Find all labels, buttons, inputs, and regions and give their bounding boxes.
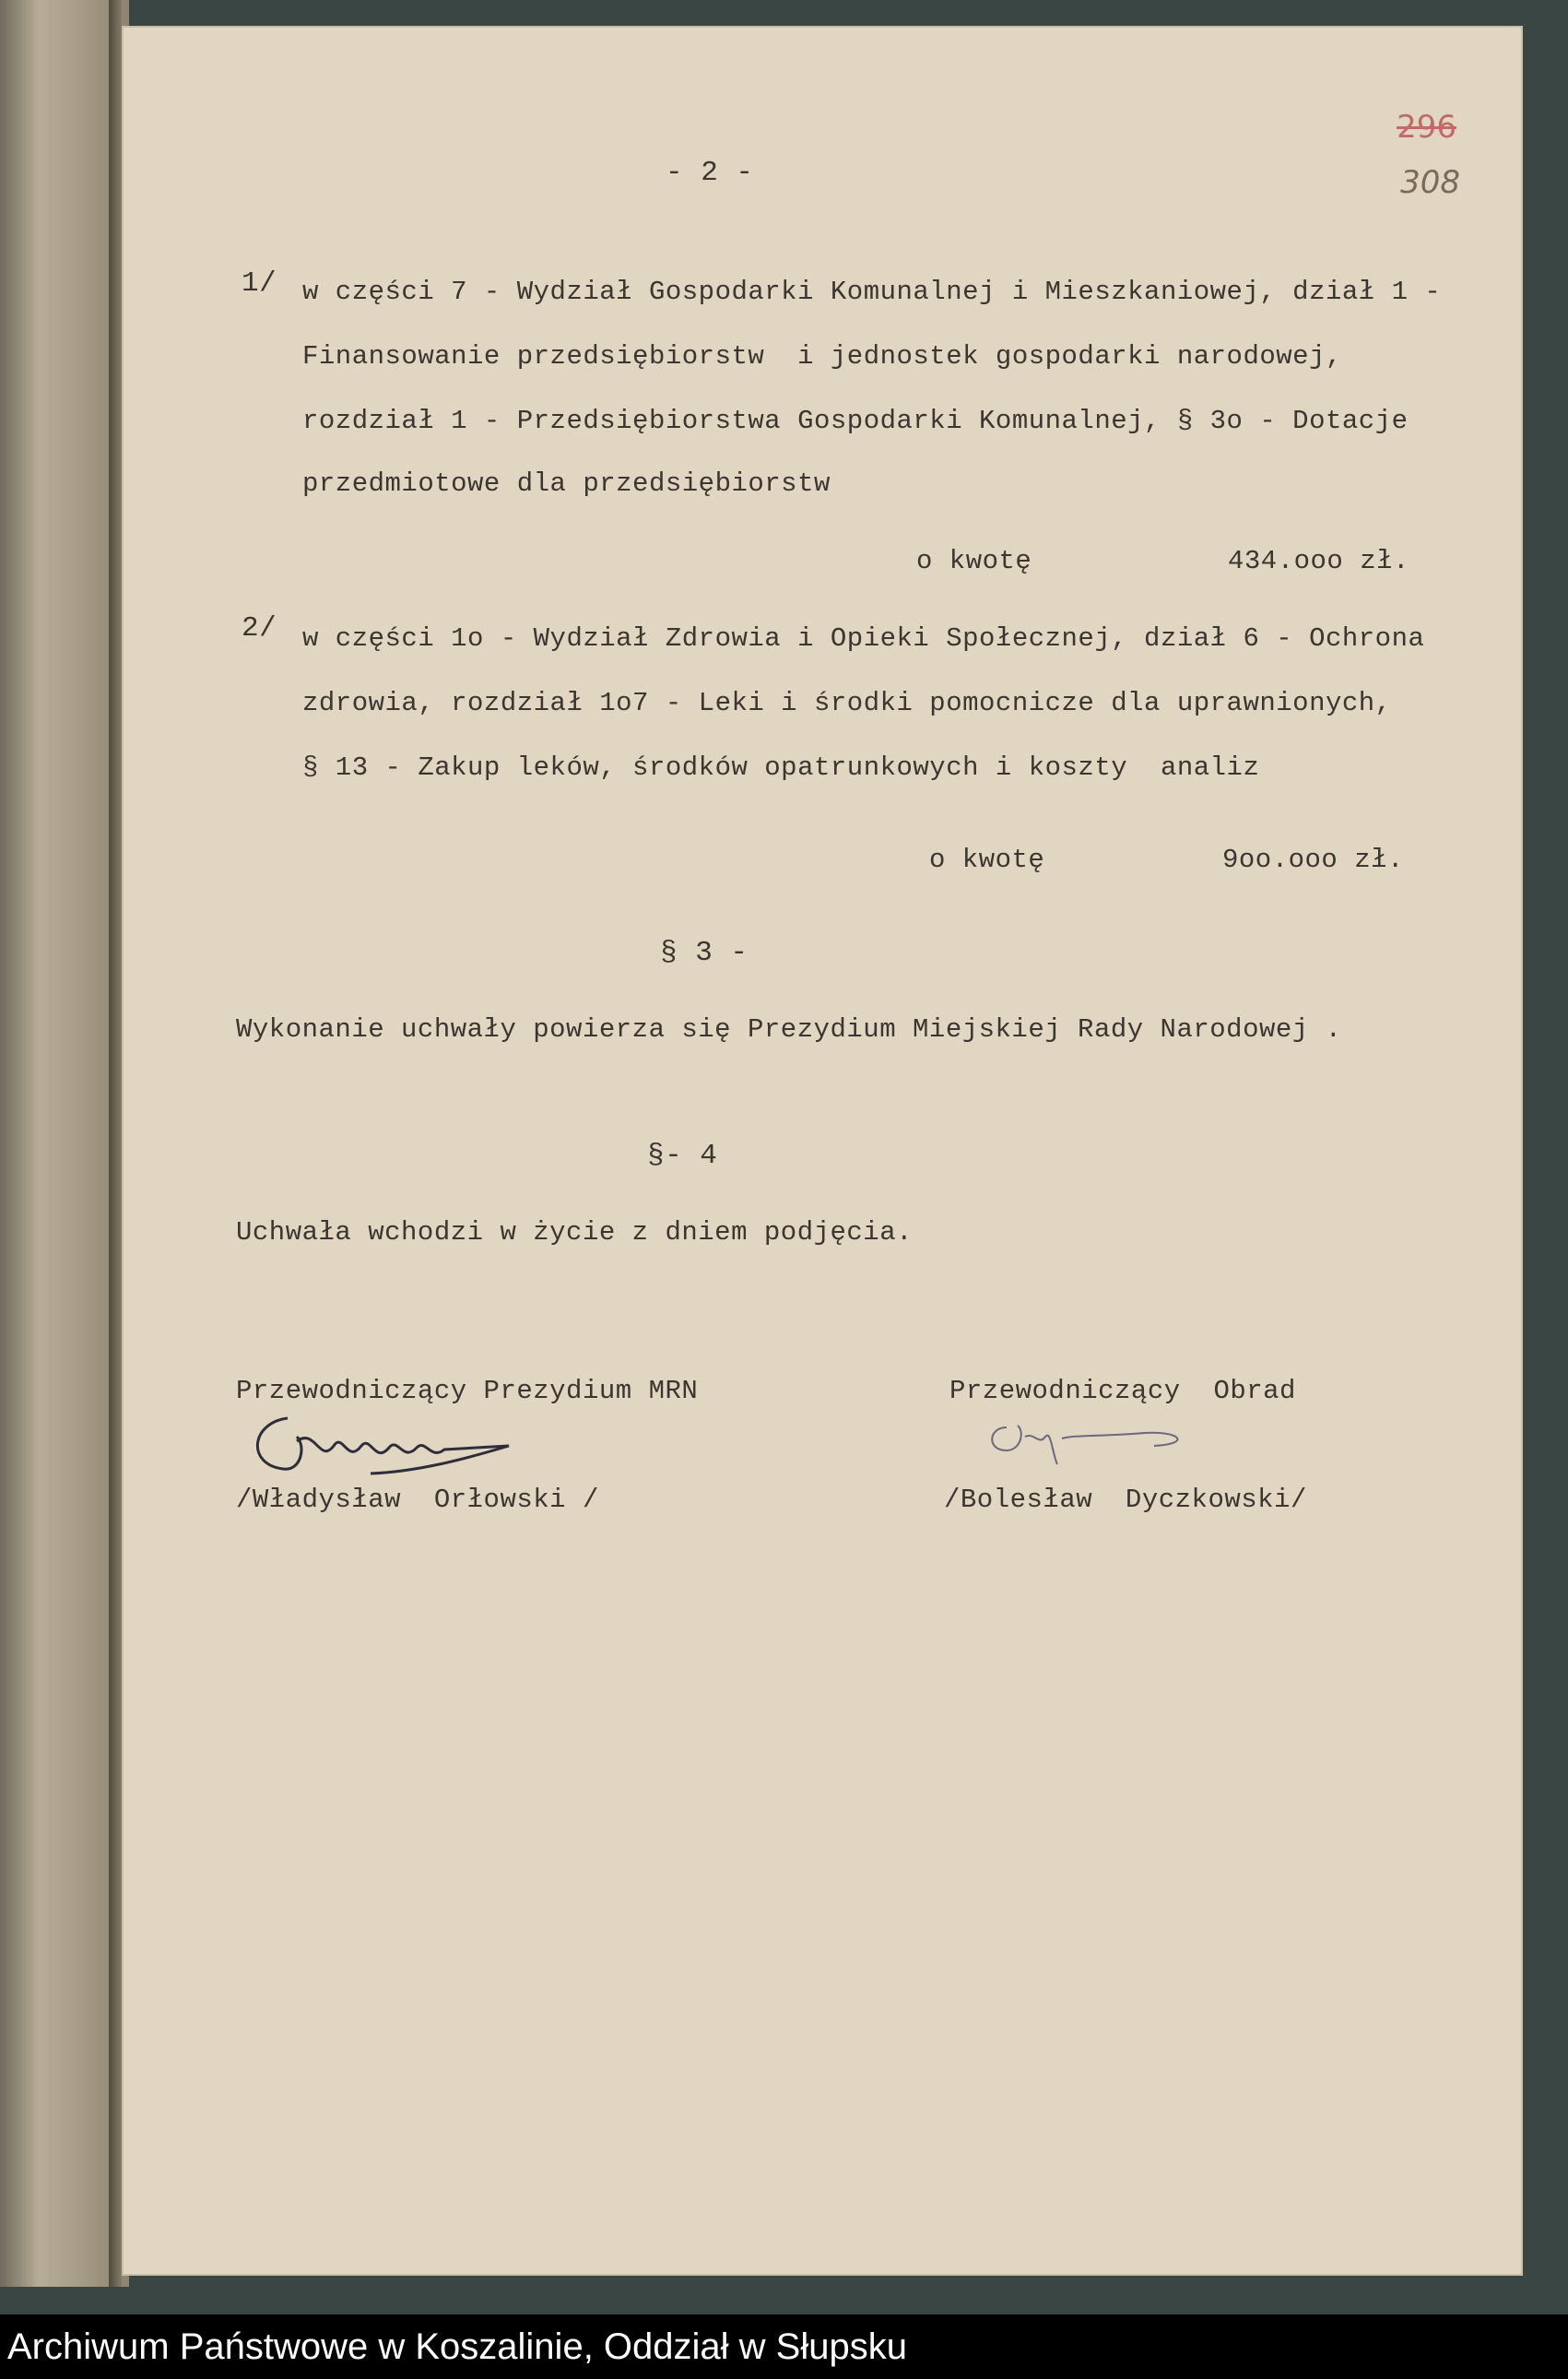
document-page [122, 26, 1523, 2276]
typed-text [122, 26, 1523, 2276]
section4-heading: §- 4 [647, 1140, 718, 1172]
item2-line-3: § 13 - Zakup leków, środków opatrunkowych i koszty analiz [302, 752, 1260, 783]
section4-text: Uchwała wchodzi w życie z dniem podjęcia. [236, 1217, 914, 1248]
archive-number-crossed: 296 [1397, 109, 1456, 146]
item2-line-1: w części 1o - Wydział Zdrowia i Opieki Społecznej, dział 6 - Ochrona [302, 623, 1425, 654]
item2-amount-value: 9oo.ooo zł. [1222, 845, 1404, 875]
right-signatory-title: Przewodniczący Obrad [949, 1376, 1296, 1406]
item1-line-3: rozdział 1 - Przedsiębiorstwa Gospodarki Komunalnej, § 3o - Dotacje [302, 406, 1409, 436]
page-number: - 2 - [666, 157, 754, 189]
item2-amount-label: o kwotę [929, 845, 1045, 875]
archive-footer: Archiwum Państwowe w Koszalinie, Oddział w Słupsku [0, 2314, 1568, 2379]
right-handwritten-signature [970, 1400, 1246, 1474]
binding-edge [109, 0, 122, 2287]
item1-amount-value: 434.ooo zł. [1228, 546, 1409, 576]
left-signatory-name: /Władysław Orłowski / [236, 1485, 599, 1515]
item1-number: 1/ [242, 267, 277, 300]
right-signatory-name: /Bolesław Dyczkowski/ [944, 1485, 1307, 1515]
left-handwritten-signature [232, 1391, 546, 1492]
left-signatory-title: Przewodniczący Prezydium MRN [236, 1376, 699, 1406]
archive-number-current: 308 [1400, 164, 1460, 201]
item2-line-2: zdrowia, rozdział 1o7 - Leki i środki pomocnicze dla uprawnionych, [302, 688, 1392, 718]
item1-amount-label: o kwotę [916, 546, 1032, 576]
item1-line-1: w części 7 - Wydział Gospodarki Komunalnej i Mieszkaniowej, dział 1 - [302, 277, 1442, 307]
item2-number: 2/ [242, 612, 277, 645]
section3-heading: § 3 - [660, 937, 749, 969]
item1-line-2: Finansowanie przedsiębiorstw i jednostek gospodarki narodowej, [302, 341, 1342, 372]
item1-line-4: przedmiotowe dla przedsiębiorstw [302, 468, 831, 499]
section3-text: Wykonanie uchwały powierza się Prezydium Miejskiej Rady Narodowej . [236, 1014, 1342, 1045]
